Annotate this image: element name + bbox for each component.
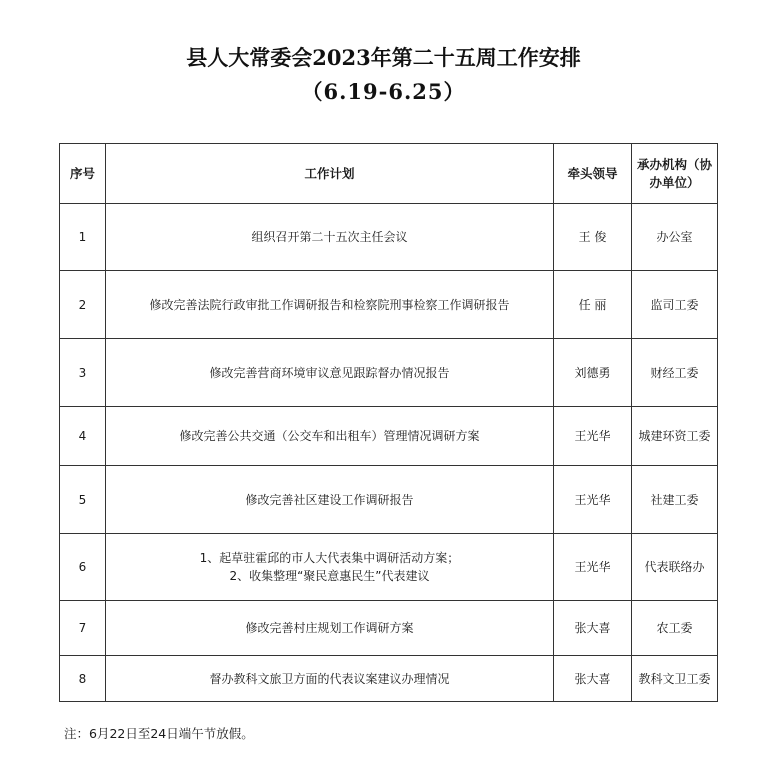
table-header-row [60, 144, 718, 204]
row-org: 办公室 [632, 204, 718, 271]
row-org: 财经工委 [632, 339, 718, 407]
table-row [60, 271, 718, 339]
row-leader: 王光华 [554, 534, 632, 601]
row-plan [106, 534, 554, 601]
row-plan: 修改完善村庄规划工作调研方案 [106, 601, 554, 656]
row-seq: 3 [60, 339, 106, 407]
row-org: 教科文卫工委 [632, 656, 718, 702]
row-leader: 张大喜 [554, 601, 632, 656]
row-seq: 8 [60, 656, 106, 702]
page-title: 县人大常委会2023年第二十五周工作安排 [186, 45, 581, 70]
row-seq: 2 [60, 271, 106, 339]
row-org: 社建工委 [632, 466, 718, 534]
table-row [60, 601, 718, 656]
row-plan: 修改完善法院行政审批工作调研报告和检察院刑事检察工作调研报告 [106, 271, 554, 339]
row-plan: 督办教科文旅卫方面的代表议案建议办理情况 [106, 656, 554, 702]
header-org: 承办机构（协办单位） [632, 144, 718, 204]
row-leader: 任 丽 [554, 271, 632, 339]
row-leader: 刘德勇 [554, 339, 632, 407]
row-org: 代表联络办 [632, 534, 718, 601]
row-seq: 1 [60, 204, 106, 271]
row-plan: 修改完善公共交通（公交车和出租车）管理情况调研方案 [106, 407, 554, 466]
table-row [60, 204, 718, 271]
table-row [60, 534, 718, 601]
row-seq: 7 [60, 601, 106, 656]
row-plan-line: 2、收集整理“聚民意惠民生”代表建议 [229, 569, 430, 583]
row-org: 农工委 [632, 601, 718, 656]
row-seq: 5 [60, 466, 106, 534]
page-subtitle-date-range: （6.19-6.25） [301, 79, 466, 104]
work-schedule-table [59, 143, 718, 702]
table-row [60, 466, 718, 534]
row-leader: 王光华 [554, 466, 632, 534]
header-leader: 牵头领导 [554, 144, 632, 204]
row-plan: 修改完善社区建设工作调研报告 [106, 466, 554, 534]
row-seq: 4 [60, 407, 106, 466]
row-org: 监司工委 [632, 271, 718, 339]
table-row [60, 656, 718, 702]
row-seq: 6 [60, 534, 106, 601]
row-leader: 王 俊 [554, 204, 632, 271]
row-plan: 修改完善营商环境审议意见跟踪督办情况报告 [106, 339, 554, 407]
table-row [60, 407, 718, 466]
table-row [60, 339, 718, 407]
row-plan: 组织召开第二十五次主任会议 [106, 204, 554, 271]
row-org: 城建环资工委 [632, 407, 718, 466]
holiday-note: 注：6月22日至24日端午节放假。 [64, 726, 254, 741]
header-seq: 序号 [60, 144, 106, 204]
row-leader: 王光华 [554, 407, 632, 466]
row-leader: 张大喜 [554, 656, 632, 702]
header-plan: 工作计划 [106, 144, 554, 204]
row-plan-line: 1、起草驻霍邱的市人大代表集中调研活动方案； [199, 551, 460, 565]
